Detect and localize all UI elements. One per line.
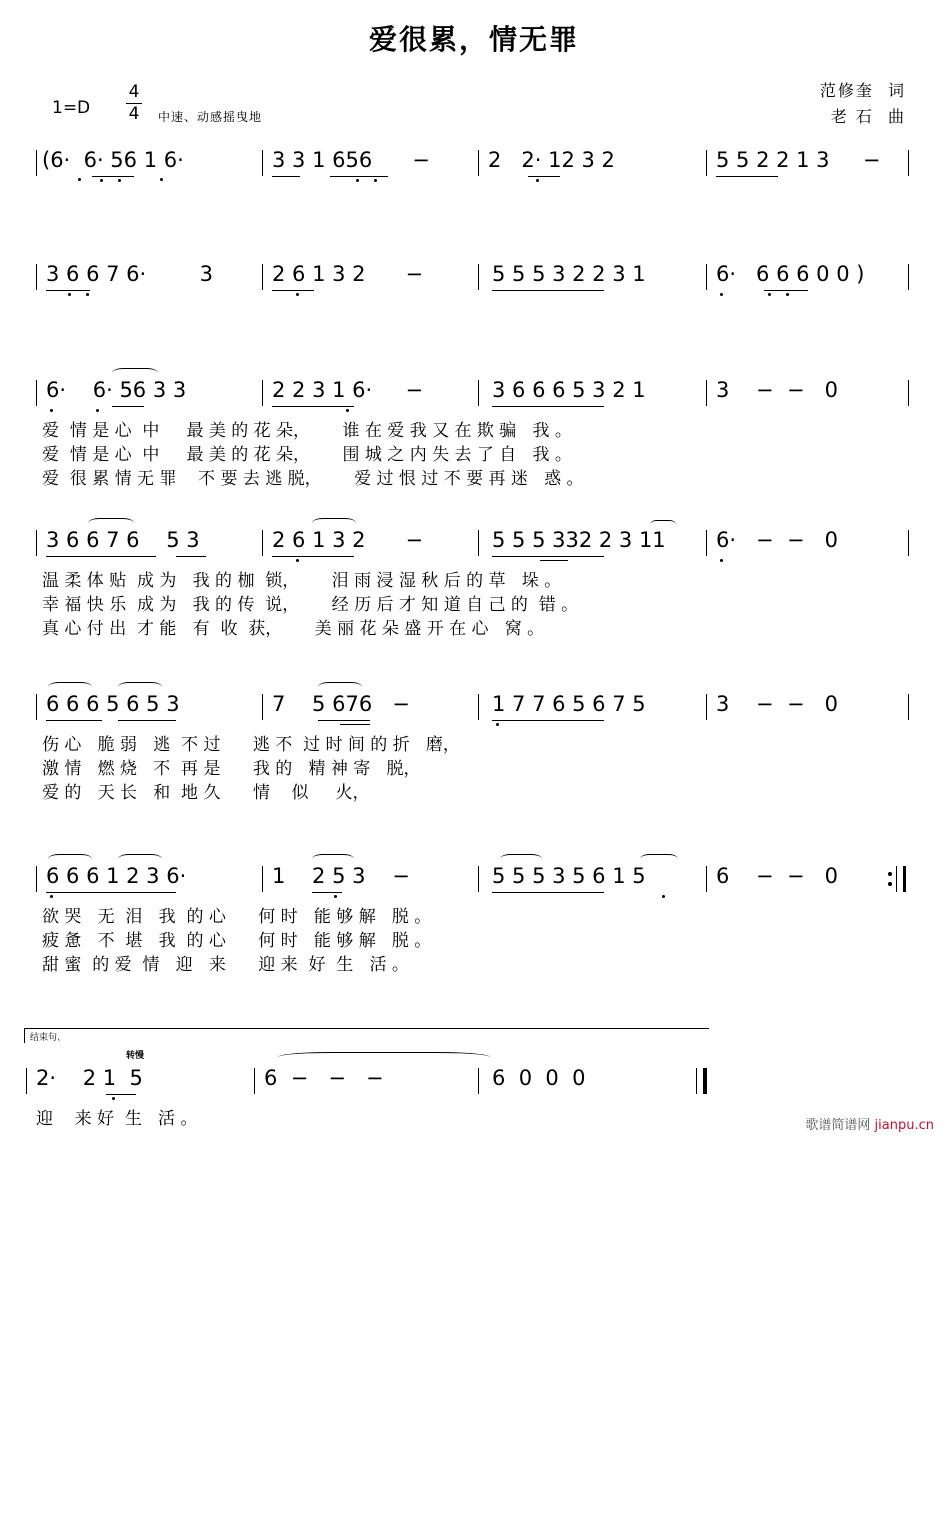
measure-notes: 3 6 6 6 5 3 2 1 [492,378,646,402]
measure-notes: (6· 6· 56 1 6· [42,148,184,172]
lyric-line-1 [0,416,948,440]
measure-notes: 3 6 6 7 6· 3 [46,262,213,286]
lyric-line-3 [0,950,948,974]
lyric-text: 欲 哭 无 泪 我 的 心 何 时 能 够 解 脱 。 [42,907,432,927]
lyric-text: 伤 心 脆 弱 逃 不 过 逃 不 过 时 间 的 折 磨， [42,735,460,755]
coda-label: 结束句、 [30,1033,67,1043]
measure-notes: 2 6 1 3 2 − [272,262,424,286]
time-signature [124,84,144,123]
measure-notes: 2 2· 12 3 2 [488,148,615,172]
music-system-5 [0,692,948,802]
tempo-marking: 中速、动感摇曳地 [158,110,263,124]
notes-row [0,528,948,562]
lyric-text: 甜 蜜 的 爱 情 迎 来 迎 来 好 生 活 。 [42,955,409,975]
lyric-line-2 [0,926,948,950]
measure-notes: 3 3 1 656 − [272,148,430,172]
measure-notes: 2 6 1 3 2 − [272,528,424,552]
lyric-line-3 [0,464,948,488]
notes-row [0,378,948,412]
key-signature: 1=D [52,98,91,118]
measure-notes: 6· 6· 56 3 3 [46,378,187,402]
lyricist-credit: 范修奎 词 [819,81,906,100]
music-system-3 [0,378,948,488]
music-system-1 [0,148,948,182]
lyric-line-2 [0,754,948,778]
measure-notes: 5 5 5 332 2 3 11 [492,528,666,552]
measure-notes: 6· 6 6 6 0 0 ) [716,262,865,286]
lyric-line-1 [0,566,948,590]
lyric-text: 爱 情 是 心 中 最 美 的 花 朵， 谁 在 爱 我 又 在 欺 骗 我 。 [42,421,572,441]
lyric-line-3 [0,778,948,802]
measure-notes: 6 − − − [264,1066,384,1090]
measure-notes: 2 2 3 1 6· − [272,378,424,402]
notes-row [0,864,948,898]
watermark-cn: 歌谱简谱网 [805,1118,871,1133]
music-system-6 [0,864,948,974]
lyric-text: 爱 的 天 长 和 地 久 情 似 火， [42,783,370,803]
measure-notes: 3 6 6 7 6 5 3 [46,528,200,552]
composer-credit: 老 石 曲 [830,107,906,126]
lyric-line-1 [0,902,948,926]
measure-notes: 5 5 5 3 5 6 1 5 [492,864,646,888]
credits [820,78,906,130]
time-signature-bottom: 4 [128,104,140,124]
lyric-text: 温 柔 体 贴 成 为 我 的 枷 锁， 泪 雨 浸 湿 秋 后 的 草 垛 。 [42,571,562,591]
lyric-line-2 [0,440,948,464]
music-system-2 [0,262,948,296]
watermark-en: jianpu.cn [874,1118,934,1133]
lyric-line-1 [0,730,948,754]
lyric-line-3 [0,614,948,638]
notes-row [0,1066,948,1100]
measure-notes: 6 − − 0 [716,864,838,888]
lyric-text: 真 心 付 出 才 能 有 收 获， 美 丽 花 朵 盛 开 在 心 窝 。 [42,619,545,639]
measure-notes: 1 2 5 3 − [272,864,410,888]
lyric-text: 爱 很 累 情 无 罪 不 要 去 逃 脱， 爱 过 恨 过 不 要 再 迷 惑 。 [42,469,584,489]
lyric-text: 迎 来 好 生 活 。 [36,1109,198,1129]
rit-label: 转慢 [126,1051,145,1061]
notes-row [0,692,948,726]
measure-notes: 7 5 676 − [272,692,410,716]
notes-row [0,262,948,296]
measure-notes: 6 6 6 5 6 5 3 [46,692,180,716]
notes-row [0,148,948,182]
lyric-line-2 [0,590,948,614]
measure-notes: 1 7 7 6 5 6 7 5 [492,692,646,716]
measure-notes: 6 6 6 1 2 3 6· [46,864,187,888]
measure-notes: 3 − − 0 [716,378,838,402]
time-signature-top: 4 [128,82,140,102]
measure-notes: 6 0 0 0 [492,1066,586,1090]
watermark [805,1114,934,1133]
lyric-text: 爱 情 是 心 中 最 美 的 花 朵， 围 城 之 内 失 去 了 自 我 。 [42,445,572,465]
measure-notes: 2· 2 1 5 [36,1066,143,1090]
lyric-text: 疲 惫 不 堪 我 的 心 何 时 能 够 解 脱 。 [42,931,432,951]
music-system-4 [0,528,948,638]
measure-notes: 3 − − 0 [716,692,838,716]
lyric-text: 幸 福 快 乐 成 为 我 的 传 说， 经 历 后 才 知 道 自 己 的 错 。 [42,595,579,615]
measure-notes: 6· − − 0 [716,528,838,552]
measure-notes: 5 5 5 3 2 2 3 1 [492,262,646,286]
lyric-text: 激 情 燃 烧 不 再 是 我 的 精 神 寄 脱， [42,759,421,779]
page-title: 爱很累，情无罪 [368,23,579,56]
measure-notes: 5 5 2 2 1 3 − [716,148,881,172]
